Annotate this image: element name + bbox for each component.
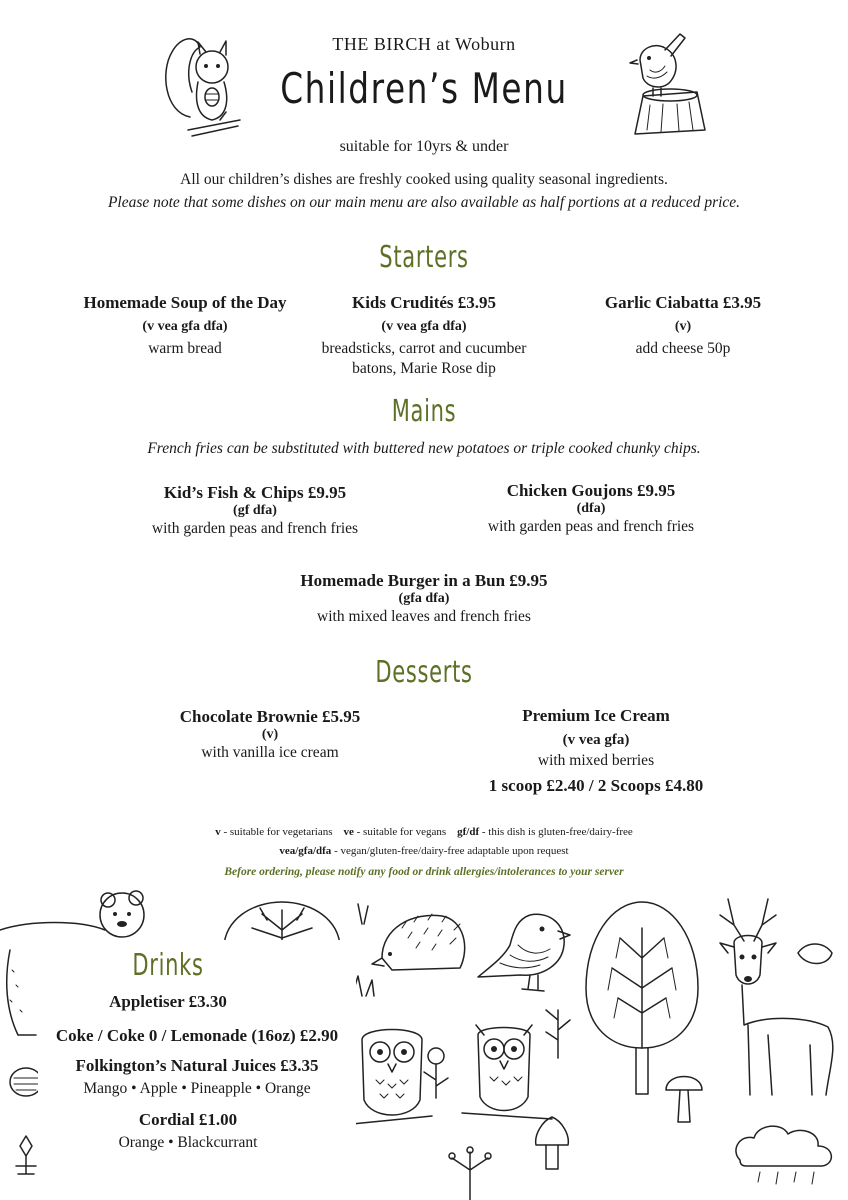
dish-name: Homemade Burger in a Bun £9.95 (300, 571, 548, 590)
dish-price: 1 scoop £2.40 / 2 Scoops £4.80 (488, 776, 704, 795)
key-code: v (215, 826, 221, 838)
key-code: gf/df (457, 826, 480, 838)
main-item (240, 571, 608, 627)
dish-name: Chocolate Brownie £5.95 (179, 707, 361, 726)
starter-item (60, 293, 310, 359)
starters-title: Starters (379, 240, 469, 275)
key-code: vea/gfa/dfa (279, 845, 332, 857)
dish-desc: breadsticks, carrot and cucumber batons, Marie Rose dip (321, 340, 527, 377)
starter-item (558, 293, 808, 359)
drink-options: Orange • Blackcurrant (118, 1134, 258, 1151)
dish-name: Garlic Ciabatta £3.95 (604, 293, 762, 312)
dish-diet: (v vea gfa) (562, 732, 630, 748)
dish-diet: (gf dfa) (233, 503, 277, 518)
flower-icon (538, 1000, 578, 1060)
dish-diet: (v vea gfa dfa) (142, 319, 228, 334)
bird-icon (470, 905, 580, 1000)
dish-diet: (v) (261, 727, 279, 742)
dish-name: Premium Ice Cream (522, 706, 670, 725)
venue-name: THE BIRCH at Woburn (332, 34, 516, 54)
dish-diet: (v vea gfa dfa) (381, 319, 467, 334)
key-text: - suitable for vegetarians (220, 826, 333, 838)
main-item (110, 483, 400, 539)
cloud-icon (730, 1120, 840, 1190)
dish-desc: with vanilla ice cream (201, 744, 339, 761)
page-title: Children’s Menu (280, 64, 568, 113)
flower-icon (416, 1040, 456, 1100)
starter-item (300, 293, 548, 379)
drinks-title: Drinks (132, 948, 204, 983)
key-code: ve (343, 826, 354, 838)
drink-item: Coke / Coke 0 / Lemonade (16oz) £2.90 (55, 1026, 339, 1045)
dish-name: Chicken Goujons £9.95 (506, 481, 676, 500)
mushroom-icon (664, 1068, 704, 1128)
dish-diet: (gfa dfa) (398, 591, 450, 606)
dish-desc: with mixed berries (537, 752, 655, 769)
main-item (446, 481, 736, 537)
key-text: - this dish is gluten-free/dairy-free (479, 826, 633, 838)
dessert-item (446, 706, 746, 796)
desserts-title: Desserts (375, 655, 473, 690)
dish-name: Homemade Soup of the Day (83, 293, 287, 312)
dietary-key-line2 (0, 845, 848, 857)
dietary-key-line1 (0, 826, 848, 838)
allergy-notice: Before ordering, please notify any food or drink allergies/intolerances to your server (224, 866, 624, 878)
dish-name: Kid’s Fish & Chips £9.95 (163, 483, 347, 502)
flower-icon (440, 1140, 500, 1200)
dish-desc: with mixed leaves and french fries (317, 608, 531, 625)
key-text: - vegan/gluten-free/dairy-free adaptable upon request (331, 845, 569, 857)
half-portion-note: Please note that some dishes on our main menu are also available as half portions at a reduced price. (107, 194, 741, 211)
mains-title: Mains (391, 394, 457, 429)
key-text: - suitable for vegans (353, 826, 447, 838)
mushroom-icon (532, 1115, 572, 1175)
dessert-item (130, 707, 410, 763)
drink-options: Mango • Apple • Pineapple • Orange (83, 1080, 311, 1097)
dish-desc: add cheese 50p (635, 340, 731, 357)
dish-diet: (v) (674, 319, 692, 334)
dish-desc: with garden peas and french fries (487, 518, 695, 535)
mains-note: French fries can be substituted with buttered new potatoes or triple cooked chunky chips. (147, 440, 701, 457)
dish-diet: (dfa) (576, 501, 606, 516)
dish-desc: warm bread (148, 340, 222, 357)
drink-item: Cordial £1.00 (138, 1110, 238, 1129)
intro-text: All our children’s dishes are freshly cooked using quality seasonal ingredients. (180, 171, 668, 188)
page-subtitle: suitable for 10yrs & under (339, 138, 509, 155)
dish-name: Kids Crudités £3.95 (351, 293, 497, 312)
dish-desc: with garden peas and french fries (151, 520, 359, 537)
drink-item: Appletiser £3.30 (109, 992, 227, 1011)
drinks-section (38, 940, 356, 1165)
deer-icon (698, 895, 848, 1095)
drink-item: Folkington’s Natural Juices £3.35 (75, 1056, 319, 1075)
